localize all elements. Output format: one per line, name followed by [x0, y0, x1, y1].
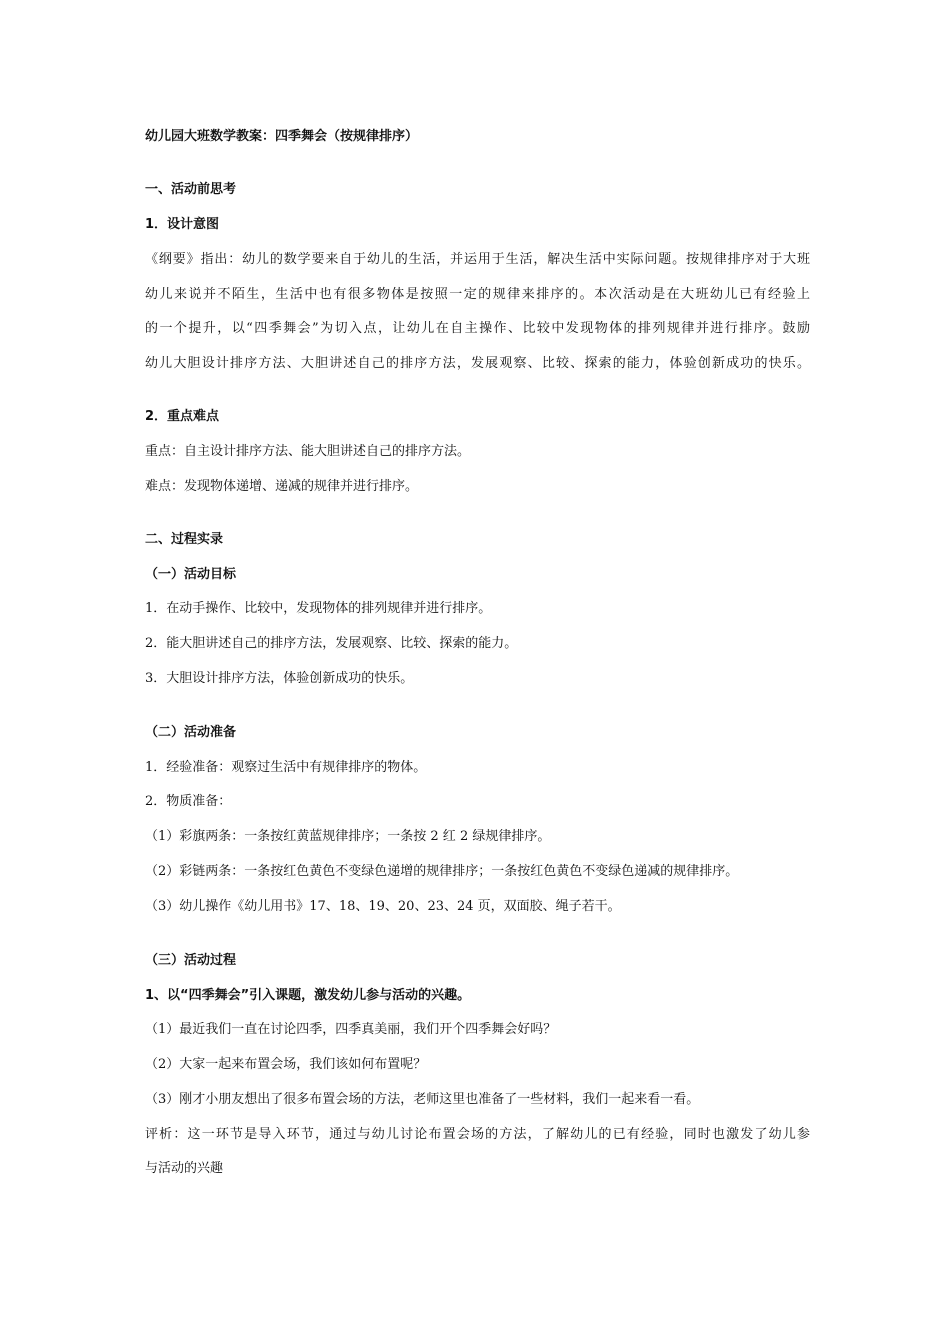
document-title: 幼儿园大班数学教案：四季舞会（按规律排序） — [145, 129, 419, 144]
subheading-design-intent: 1．设计意图 — [145, 217, 220, 232]
subheading-activity-prep: （二）活动准备 — [145, 725, 237, 740]
key-difficulty-text: 难点：发现物体递增、递减的规律并进行排序。 — [145, 479, 419, 494]
design-paragraph-line: 的一个提升，以“四季舞会”为切入点，让幼儿在自主操作、比较中发现物体的排列规律并进行排序。鼓励 — [145, 321, 810, 336]
section-heading-process: 二、过程实录 — [145, 532, 224, 547]
design-paragraph-line: 幼儿大胆设计排序方法、大胆讲述自己的排序方法，发展观察、比较、探索的能力，体验创新成功的快乐。 — [145, 356, 810, 371]
goal-item: 1．在动手操作、比较中，发现物体的排列规律并进行排序。 — [145, 601, 492, 616]
subheading-activity-goals: （一）活动目标 — [145, 567, 237, 582]
process-item: （3）刚才小朋友想出了很多布置会场的方法，老师这里也准备了一些材料，我们一起来看一看。 — [145, 1092, 700, 1107]
process-step-heading: 1、以“四季舞会”引入课题，激发幼儿参与活动的兴趣。 — [145, 988, 471, 1003]
process-item: （2）大家一起来布置会场，我们该如何布置呢？ — [145, 1057, 427, 1072]
prep-item: 2．物质准备： — [145, 794, 232, 809]
process-item: （1）最近我们一直在讨论四季，四季真美丽，我们开个四季舞会好吗？ — [145, 1022, 557, 1037]
key-focus-text: 重点：自主设计排序方法、能大胆讲述自己的排序方法。 — [145, 444, 471, 459]
subheading-activity-process: （三）活动过程 — [145, 953, 237, 968]
prep-item: 1．经验准备：观察过生活中有规律排序的物体。 — [145, 760, 427, 775]
comment-line: 与活动的兴趣 — [145, 1161, 224, 1176]
design-paragraph-line: 《纲要》指出：幼儿的数学要来自于幼儿的生活，并运用于生活，解决生活中实际问题。按规律排序对于大班 — [145, 252, 810, 267]
goal-item: 3．大胆设计排序方法，体验创新成功的快乐。 — [145, 671, 414, 686]
prep-item: （1）彩旗两条：一条按红黄蓝规律排序；一条按 2 红 2 绿规律排序。 — [145, 829, 551, 844]
comment-line: 评析：这一环节是导入环节，通过与幼儿讨论布置会场的方法，了解幼儿的已有经验，同时也激发了幼儿参 — [145, 1127, 810, 1142]
goal-item: 2．能大胆讲述自己的排序方法，发展观察、比较、探索的能力。 — [145, 636, 518, 651]
section-heading-before-activity: 一、活动前思考 — [145, 182, 237, 197]
prep-item: （3）幼儿操作《幼儿用书》17、18、19、20、23、24 页，双面胶、绳子若干。 — [145, 899, 621, 914]
document-page — [145, 0, 810, 1344]
design-paragraph-line: 幼儿来说并不陌生，生活中也有很多物体是按照一定的规律来排序的。本次活动是在大班幼儿已有经验上 — [145, 287, 810, 302]
subheading-key-points: 2．重点难点 — [145, 409, 220, 424]
prep-item: （2）彩链两条：一条按红色黄色不变绿色递增的规律排序；一条按红色黄色不变绿色递减的规律排序。 — [145, 864, 739, 879]
